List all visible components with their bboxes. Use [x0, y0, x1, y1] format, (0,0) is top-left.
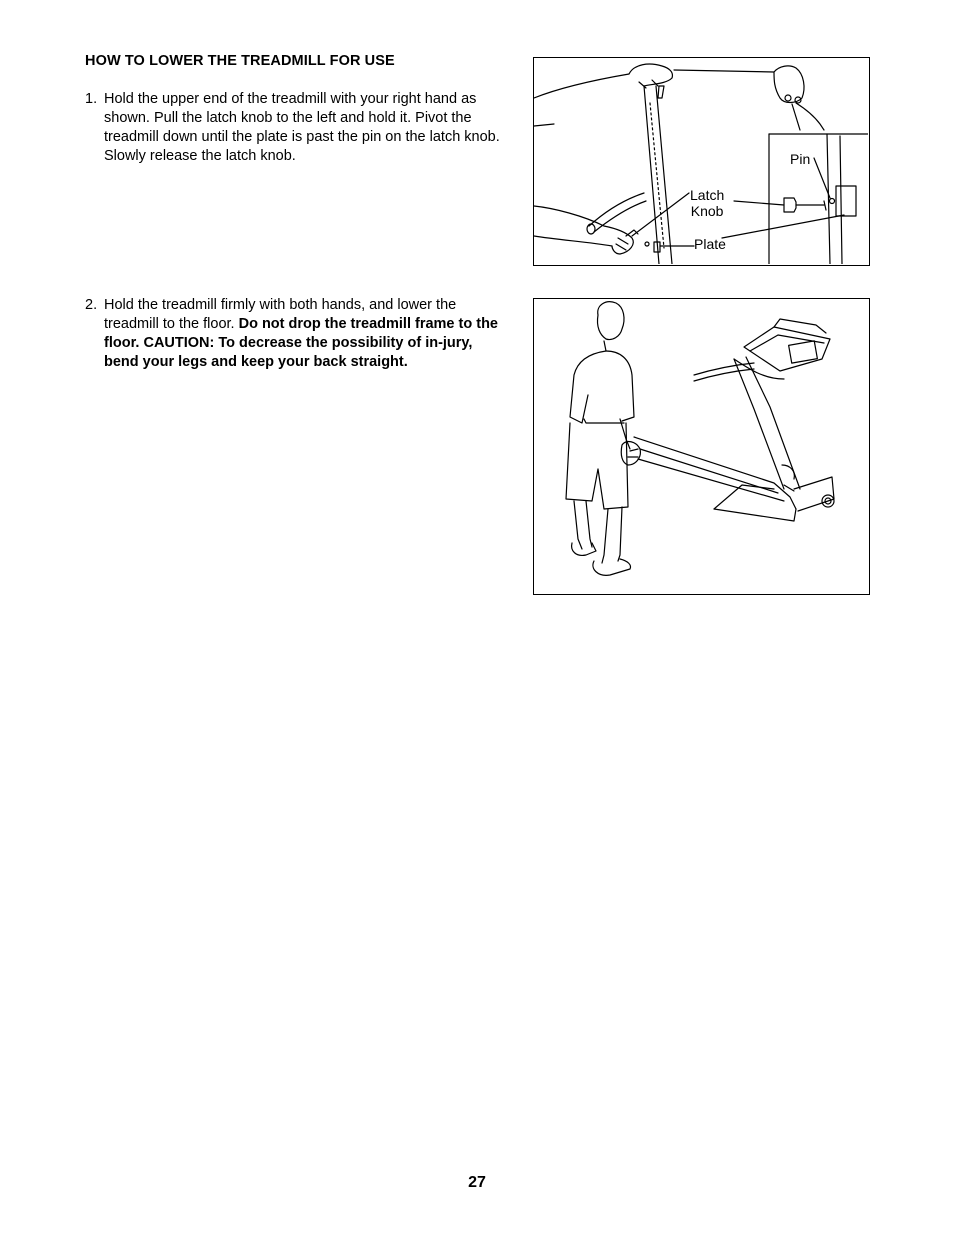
- section-heading: HOW TO LOWER THE TREADMILL FOR USE: [85, 53, 395, 69]
- latch-knob-drawing: [534, 58, 868, 264]
- lowering-treadmill-drawing: [534, 299, 868, 593]
- latch-knob-illustration: [533, 57, 870, 266]
- step-2-body: [104, 296, 505, 372]
- step-2-number: 2.: [85, 297, 98, 313]
- pin-label: Pin: [790, 151, 811, 167]
- page-number: 27: [468, 1174, 486, 1191]
- step-1-text: Hold the upper end of the treadmill with your right hand as shown. Pull the latch knob to the left and hold it. Pivot the treadmill down until the plate is past the pin on the latch knob. Slowly release the latch knob.: [104, 91, 500, 164]
- step-1-number: 1.: [85, 91, 98, 107]
- step-2-text: Hold the treadmill firmly with both hands, and lower the treadmill to the floor.: [104, 297, 457, 332]
- latch-knob-label-line1: Latch: [690, 187, 725, 203]
- latch-knob-label: [690, 187, 724, 219]
- latch-knob-label-line2: Knob: [690, 203, 724, 219]
- step-2: [85, 296, 505, 372]
- step-1: [85, 90, 505, 166]
- lowering-treadmill-illustration: [533, 298, 870, 595]
- step-2-caution: Do not drop the treadmill frame to the floor. CAUTION: To decrease the possibility of in-jury, bend your legs and keep your back straight.: [104, 316, 498, 370]
- plate-label: Plate: [694, 236, 726, 252]
